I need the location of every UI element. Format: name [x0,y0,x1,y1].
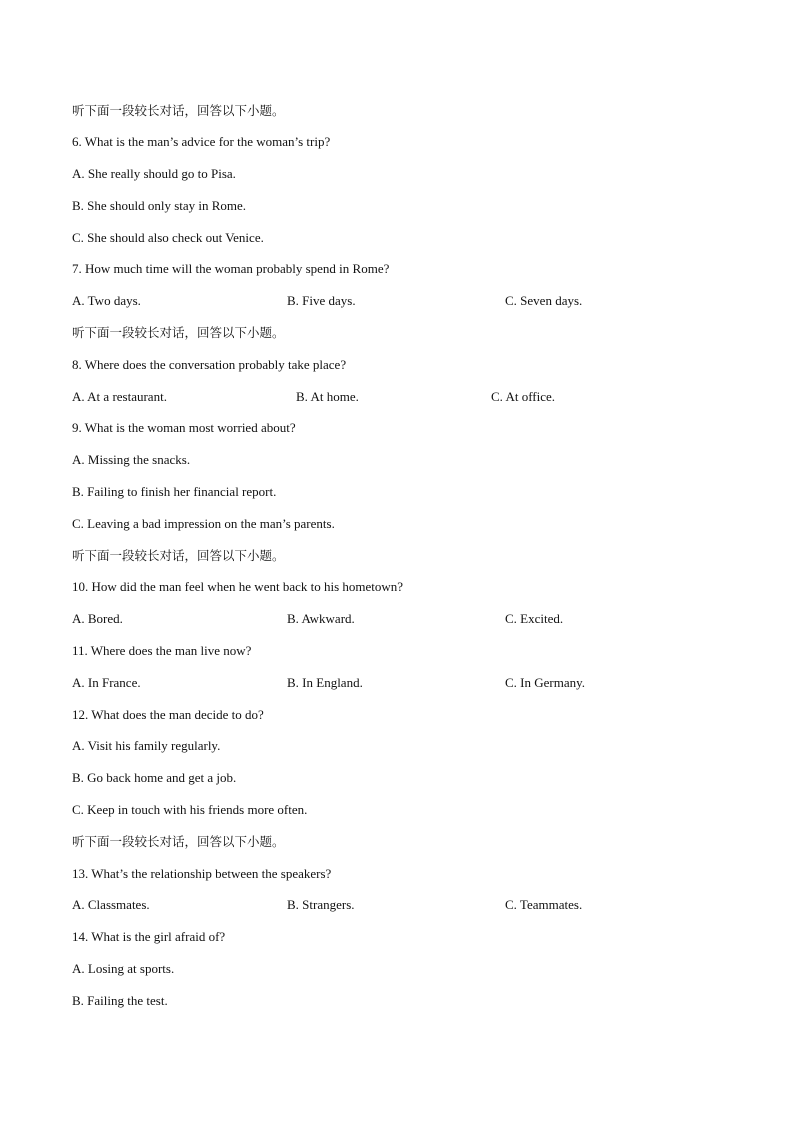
question-9-option-c: C. Leaving a bad impression on the man’s parents. [72,516,335,531]
question-12-option-c: C. Keep in touch with his friends more often. [72,802,308,817]
question-8-option-b: B. At home. [296,389,359,404]
question-6-option-c: C. She should also check out Venice. [72,230,264,245]
question-6: 6. What is the man’s advice for the woman’s trip? [72,134,331,149]
question-10-option-a: A. Bored. [72,611,123,626]
question-12-option-b: B. Go back home and get a job. [72,770,237,785]
question-9: 9. What is the woman most worried about? [72,420,296,435]
question-8-option-c: C. At office. [491,389,556,404]
question-8-option-a: A. At a restaurant. [72,389,167,404]
question-10-option-c: C. Excited. [505,611,564,626]
question-7-option-b: B. Five days. [287,293,356,308]
question-14-option-a: A. Losing at sports. [72,961,175,976]
section-header-4: 听下面一段较长对话，回答以下小题。 [72,834,285,849]
question-6-option-b: B. She should only stay in Rome. [72,198,247,213]
section-header-2: 听下面一段较长对话，回答以下小题。 [72,325,285,340]
question-7: 7. How much time will the woman probably spend in Rome? [72,261,390,276]
question-13: 13. What’s the relationship between the speakers? [72,866,332,881]
question-11-option-a: A. In France. [72,675,141,690]
question-13-option-b: B. Strangers. [287,897,355,912]
question-11: 11. Where does the man live now? [72,643,252,658]
question-14: 14. What is the girl afraid of? [72,929,226,944]
question-12: 12. What does the man decide to do? [72,707,264,722]
section-header-1: 听下面一段较长对话，回答以下小题。 [72,103,285,118]
question-11-option-b: B. In England. [287,675,363,690]
question-11-option-c: C. In Germany. [505,675,586,690]
question-10-option-b: B. Awkward. [287,611,355,626]
question-7-option-a: A. Two days. [72,293,141,308]
question-13-option-a: A. Classmates. [72,897,150,912]
question-7-option-c: C. Seven days. [505,293,583,308]
question-9-option-a: A. Missing the snacks. [72,452,191,467]
question-6-option-a: A. She really should go to Pisa. [72,166,236,181]
question-9-option-b: B. Failing to finish her financial report. [72,484,277,499]
question-12-option-a: A. Visit his family regularly. [72,738,221,753]
question-10: 10. How did the man feel when he went back to his hometown? [72,579,404,594]
question-14-option-b: B. Failing the test. [72,993,168,1008]
question-13-option-c: C. Teammates. [505,897,583,912]
section-header-3: 听下面一段较长对话，回答以下小题。 [72,548,285,563]
question-8: 8. Where does the conversation probably take place? [72,357,347,372]
